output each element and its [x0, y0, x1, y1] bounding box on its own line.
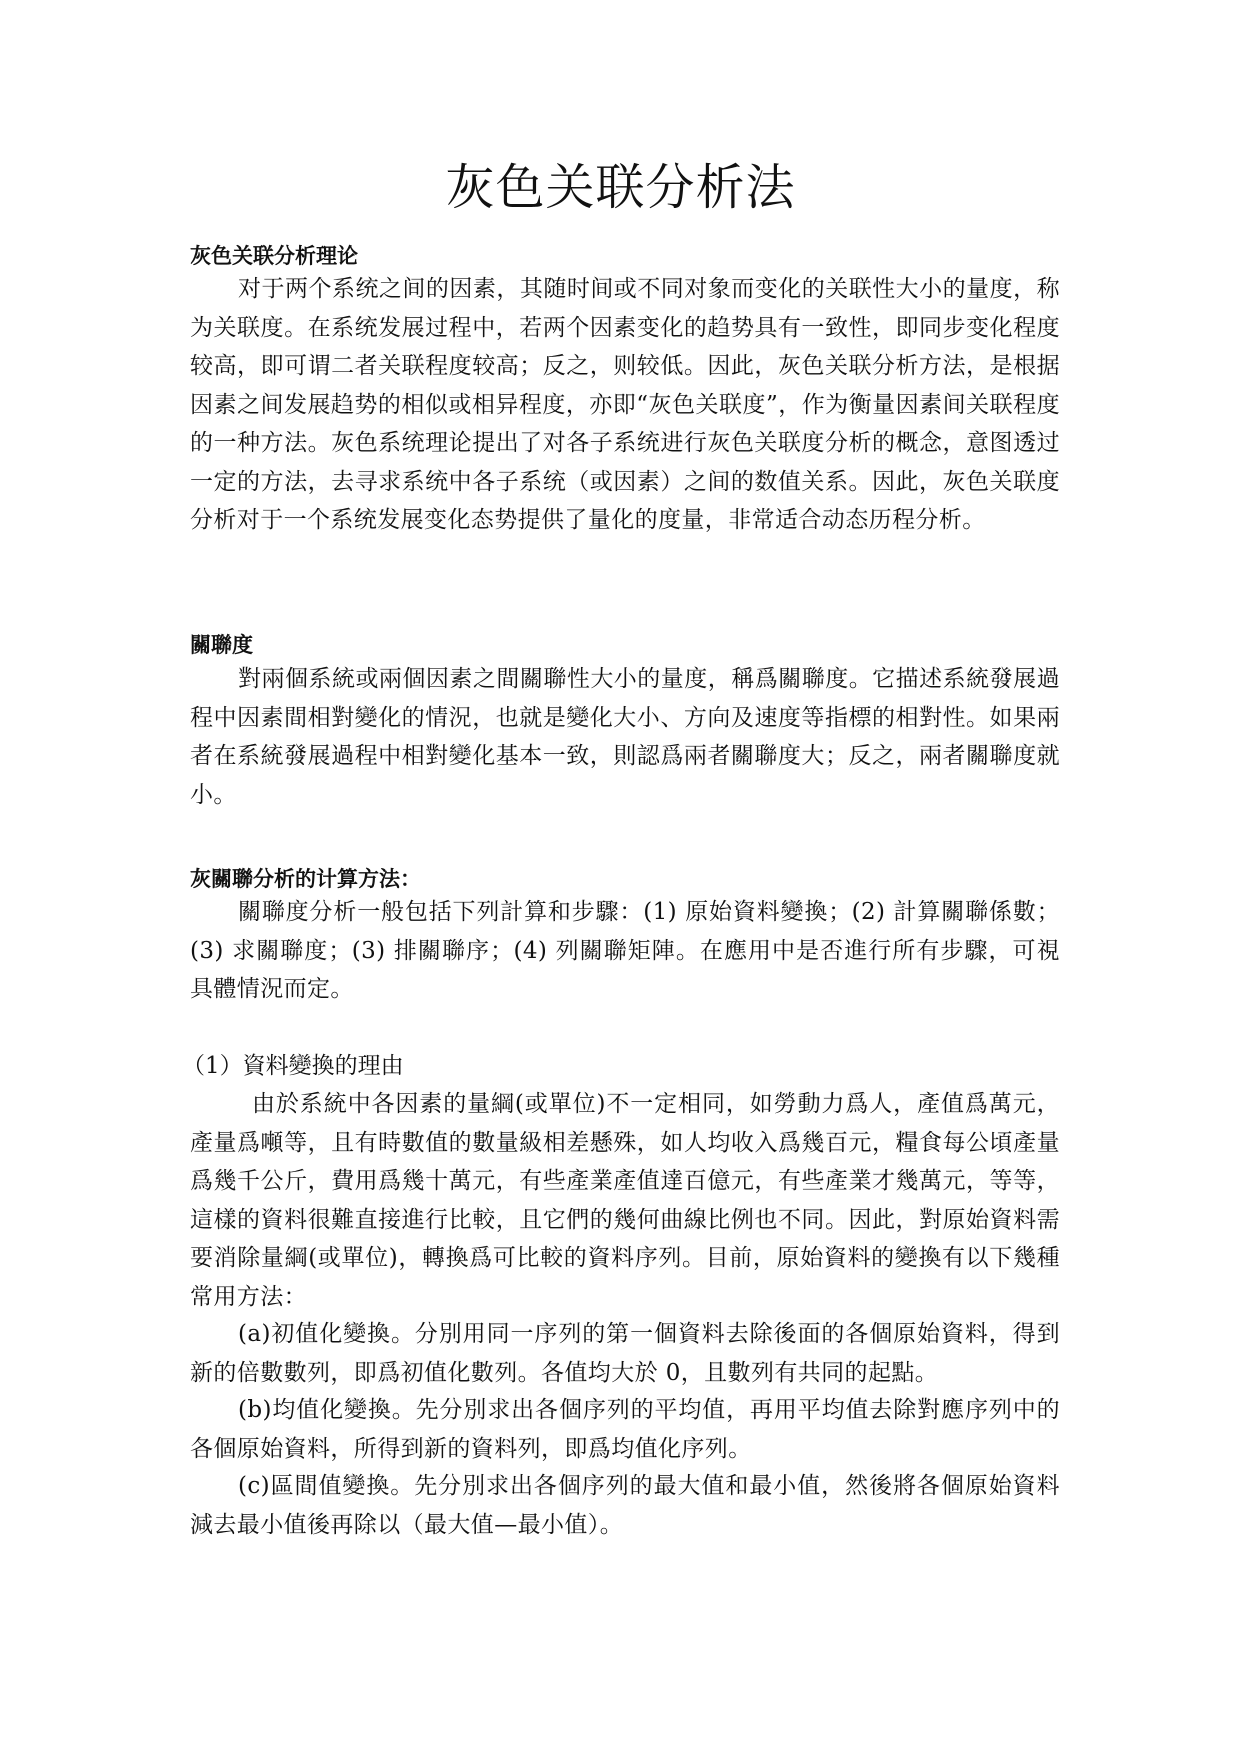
subsection-paragraph-data-transformation: 由於系統中各因素的量綱(或單位)不一定相同，如勞動力爲人，產值爲萬元，產量爲噸等，且有時數值的數量級相差懸殊，如人均收入爲幾百元，糧食每公頃產量爲幾千公斤，費用爲幾十萬元，有些產業產值達百億元，有些產業才幾萬元，等等，這樣的資料很難直接進行比較，且它們的幾何曲線比例也不同。因此，對原始資料需要消除量綱(或單位)，轉換爲可比較的資料序列。目前，原始資料的變換有以下幾種常用方法： — [190, 1091, 1060, 1310]
section-paragraph-grey-relational-theory: 对于两个系统之间的因素，其随时间或不同对象而变化的关联性大小的量度，称为关联度。在系统发展过程中，若两个因素变化的趋势具有一致性，即同步变化程度较高，即可谓二者关联程度较高；反之，则较低。因此，灰色关联分析方法，是根据因素之间发展趋势的相似或相异程度，亦即“灰色关联度”，作为衡量因素间关联程度的一种方法。灰色系统理论提出了对各子系统进行灰色关联度分析的概念，意图透过一定的方法，去寻求系统中各子系统（或因素）之间的数值关系。因此，灰色关联度分析对于一个系统发展变化态势提供了量化的度量，非常适合动态历程分析。 — [190, 276, 1060, 533]
section-paragraph-correlation-degree: 對兩個系統或兩個因素之間關聯性大小的量度，稱爲關聯度。它描述系統發展過程中因素間相對變化的情況，也就是變化大小、方向及速度等指標的相對性。如果兩者在系統發展過程中相對變化基本一致，則認爲兩者關聯度大；反之，兩者關聯度就小。 — [190, 666, 1060, 808]
section-heading-grey-relational-theory: 灰色关联分析理论 — [190, 244, 358, 268]
section-heading-calculation-method: 灰關聯分析的计算方法： — [190, 867, 421, 891]
section-paragraph-calculation-method: 關聯度分析一般包括下列計算和步驟：(1) 原始資料變換；(2) 計算關聯係數；(3) 求關聯度；(3) 排關聯序；(4) 列關聯矩陣。在應用中是否進行所有步驟，可視具體情況而定。 — [190, 899, 1060, 1002]
method-initial-value: (a)初值化變換。分別用同一序列的第一個資料去除後面的各個原始資料，得到新的倍數數列，即爲初值化數列。各值均大於 0，且數列有共同的起點。 — [190, 1321, 1060, 1386]
document-title: 灰色关联分析法 — [445, 159, 796, 216]
method-mean-value: (b)均值化變換。先分別求出各個序列的平均值，再用平均值去除對應序列中的各個原始資料，所得到新的資料列，即爲均值化序列。 — [190, 1397, 1060, 1462]
section-heading-correlation-degree: 關聯度 — [190, 633, 253, 657]
method-interval-value: (c)區間值變換。先分別求出各個序列的最大值和最小值，然後將各個原始資料減去最小值後再除以（最大值—最小值）。 — [190, 1473, 1060, 1538]
subsection-heading-data-transformation: （1）資料變換的理由 — [182, 1053, 404, 1079]
